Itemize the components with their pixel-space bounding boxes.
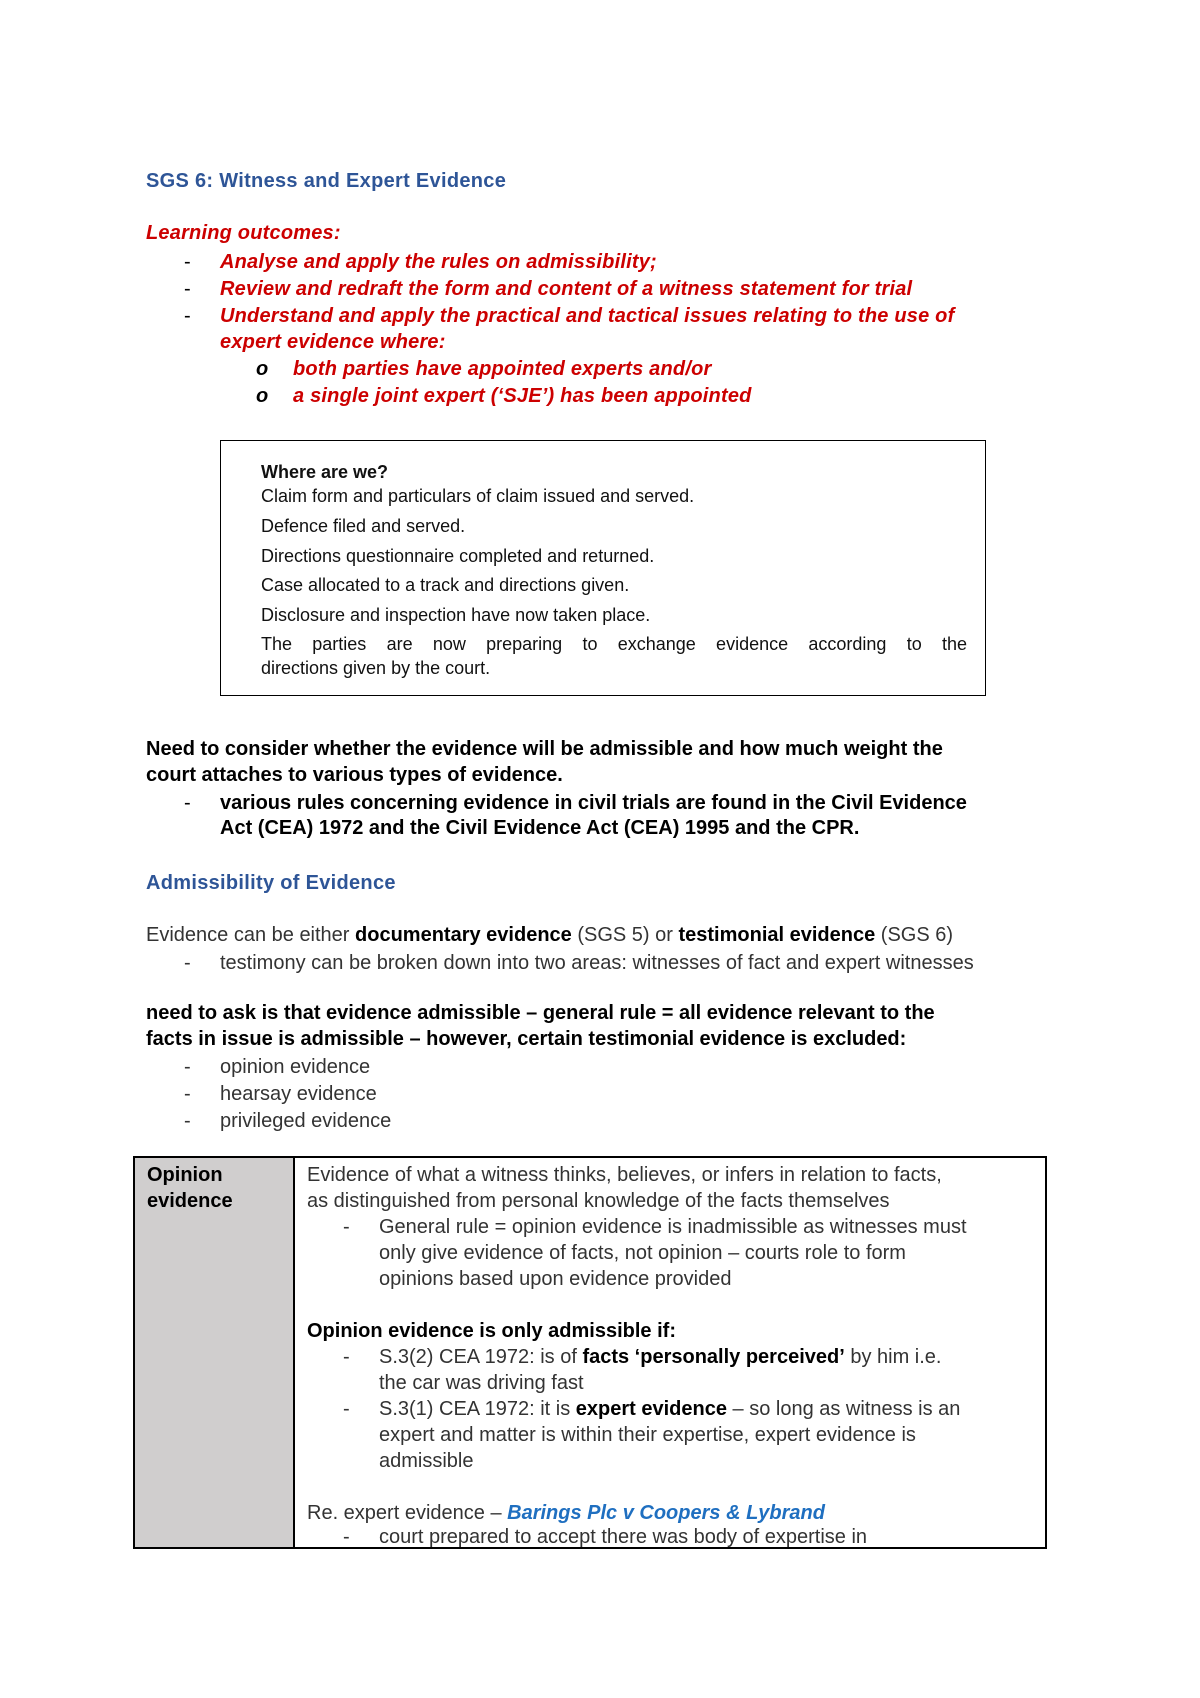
s32-text: the car was driving fast [379, 1372, 584, 1394]
dash-marker: - [343, 1346, 350, 1368]
rule-text: only give evidence of facts, not opinion – courts role to form [379, 1242, 906, 1264]
dash-marker: - [184, 1056, 191, 1078]
intro-paragraph: Evidence can be either documentary evidence (SGS 5) or testimonial evidence (SGS 6) [146, 924, 954, 946]
list-item-continuation: Act (CEA) 1972 and the Civil Evidence Act (CEA) 1995 and the CPR. [220, 817, 860, 839]
dash-marker: - [184, 251, 191, 273]
section-heading: Admissibility of Evidence [146, 872, 396, 894]
dash-marker: - [184, 952, 191, 974]
dash-marker: - [184, 1083, 191, 1105]
consider-paragraph: court attaches to various types of evidence. [146, 764, 563, 786]
dash-marker: - [343, 1398, 350, 1420]
box-line: Case allocated to a track and directions given. [261, 575, 630, 595]
circle-bullet-icon: o [256, 385, 269, 407]
re-expert-text: Re. expert evidence – Barings Plc v Coopers & Lybrand [307, 1502, 825, 1524]
admissible-heading: Opinion evidence is only admissible if: [307, 1320, 676, 1342]
list-item-continuation: expert evidence where: [220, 331, 446, 353]
dash-marker: - [184, 305, 191, 327]
dash-marker: - [184, 278, 191, 300]
definition-text: Evidence of what a witness thinks, believes, or infers in relation to facts, [307, 1164, 942, 1186]
page-title: SGS 6: Witness and Expert Evidence [146, 170, 507, 192]
box-line: Directions questionnaire completed and returned. [261, 546, 655, 566]
row-label: Opinion [147, 1164, 223, 1186]
where-are-we-box [220, 440, 986, 696]
case-name: Barings Plc v Coopers & Lybrand [507, 1502, 825, 1524]
box-line: Defence filed and served. [261, 516, 466, 536]
circle-bullet-icon: o [256, 358, 269, 380]
document-page: SGS 6: Witness and Expert Evidence Learning outcomes: - Analyse and apply the rules on admissibility; - Review and redraft the form and content of a witness statement for trial - Understand and apply the practical and tactical issues relating to the use of expert evidence where: o both parties have appointed experts and/or o a single joint expert (‘SJE’) has been appointed Where are we? Claim form and particulars of claim issued and served. Defence filed and served. Directions questionnaire completed and returned. Case allocated to a track and directions given. Disclosure and inspection have now taken place. The parties are now preparing to exchange evidence according to the directions given by the court. Need to consider whether the evidence will be admissible and how much weight the court attaches to various types of evidence. - various rules concerning evidence in civil trials are found in the Civil Evidence Act (CEA) 1972 and the Civil Evidence Act (CEA) 1995 and the CPR. Admissibility of Evidence Evidence can be either documentary evidence (SGS 5) or testimonial evidence (SGS 6) - testimony can be broken down into two areas: witnesses of fact and expert witnesses need to ask is that evidence admissible – general rule = all evidence relevant to the facts in issue is admissible – however, certain testimonial evidence is excluded: - opinion evidence - hearsay evidence - privileged evidence Opinion evidence Evidence of what a witness thinks, believes, or infers in relation to facts, as distinguished from personal knowledge of the facts themselves - General rule = opinion evidence is inadmissible as witnesses must only give evidence of facts, not opinion – courts role to form opinions based upon evidence provided Opinion evidence is only admissible if: - S.3(2) CEA 1972: is of facts ‘personally perceived’ by him i.e. the car was driving fast - S.3(1) CEA 1972: it is expert evidence – so long as witness is an expert and matter is within their expertise, expert evidence is admissible Re. expert evidence – Barings Plc v Coopers & Lybrand - court prepared to accept there was body of expertise in [0, 0, 1200, 1698]
box-line: The parties are now preparing to exchange evidence according to the [261, 634, 967, 654]
ask-paragraph: need to ask is that evidence admissible – general rule = all evidence relevant to the [146, 1002, 935, 1024]
table-content-cell [294, 1157, 1046, 1548]
row-label: evidence [147, 1190, 233, 1212]
box-line: Disclosure and inspection have now taken place. [261, 605, 651, 625]
dash-marker: - [343, 1526, 350, 1548]
dash-marker: - [343, 1216, 350, 1238]
ask-paragraph: facts in issue is admissible – however, certain testimonial evidence is excluded: [146, 1028, 907, 1050]
dash-marker: - [184, 1110, 191, 1132]
rule-text: General rule = opinion evidence is inadmissible as witnesses must [379, 1216, 967, 1238]
dash-marker: - [184, 792, 191, 814]
s32-text: S.3(2) CEA 1972: is of facts ‘personally perceived’ by him i.e. [379, 1346, 942, 1368]
opinion-evidence-table [133, 1156, 1047, 1549]
table-label-cell [134, 1157, 294, 1548]
s31-text: S.3(1) CEA 1972: it is expert evidence – so long as witness is an [379, 1398, 961, 1420]
table-row [134, 1157, 1046, 1548]
box-heading: Where are we? [261, 462, 389, 482]
re-expert-bullet: court prepared to accept there was body of expertise in [379, 1526, 868, 1548]
definition-text: as distinguished from personal knowledge of the facts themselves [307, 1190, 890, 1212]
box-line: Claim form and particulars of claim issued and served. [261, 486, 695, 506]
rule-text: opinions based upon evidence provided [379, 1268, 732, 1290]
consider-paragraph: Need to consider whether the evidence will be admissible and how much weight the [146, 738, 943, 760]
learning-outcomes-heading: Learning outcomes: [146, 222, 341, 244]
box-line: directions given by the court. [261, 658, 491, 678]
s31-text: expert and matter is within their expertise, expert evidence is [379, 1424, 916, 1446]
s31-text: admissible [379, 1450, 474, 1472]
